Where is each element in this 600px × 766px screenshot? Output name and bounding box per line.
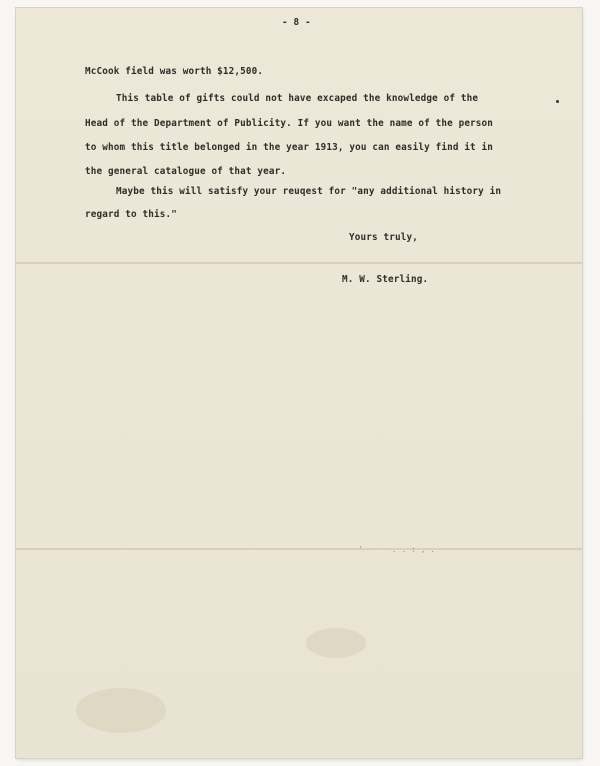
text-line: regard to this.": [85, 209, 177, 220]
letter-page: [16, 8, 582, 758]
fold-crease: [16, 262, 582, 264]
text-line: McCook field was worth $12,500.: [85, 66, 264, 77]
faint-marks: ' . . : , .: [358, 545, 436, 554]
text-line: the general catalogue of that year.: [85, 166, 287, 177]
fold-crease: [16, 548, 582, 550]
paper-stain: [76, 688, 166, 733]
closing: Yours truly,: [349, 232, 418, 243]
text-line: This table of gifts could not have excaped the knowledge of the: [116, 93, 479, 104]
page-number: - 8 -: [282, 17, 311, 28]
text-line: Maybe this will satisfy your reuqest for "any additional history in: [116, 186, 502, 197]
text-line: Head of the Department of Publicity. If you want the name of the person: [85, 118, 494, 129]
text-line: to whom this title belonged in the year 1913, you can easily find it in: [85, 142, 494, 153]
paper-stain: [306, 628, 366, 658]
ink-speck: [556, 100, 559, 103]
signature: M. W. Sterling.: [342, 274, 429, 285]
